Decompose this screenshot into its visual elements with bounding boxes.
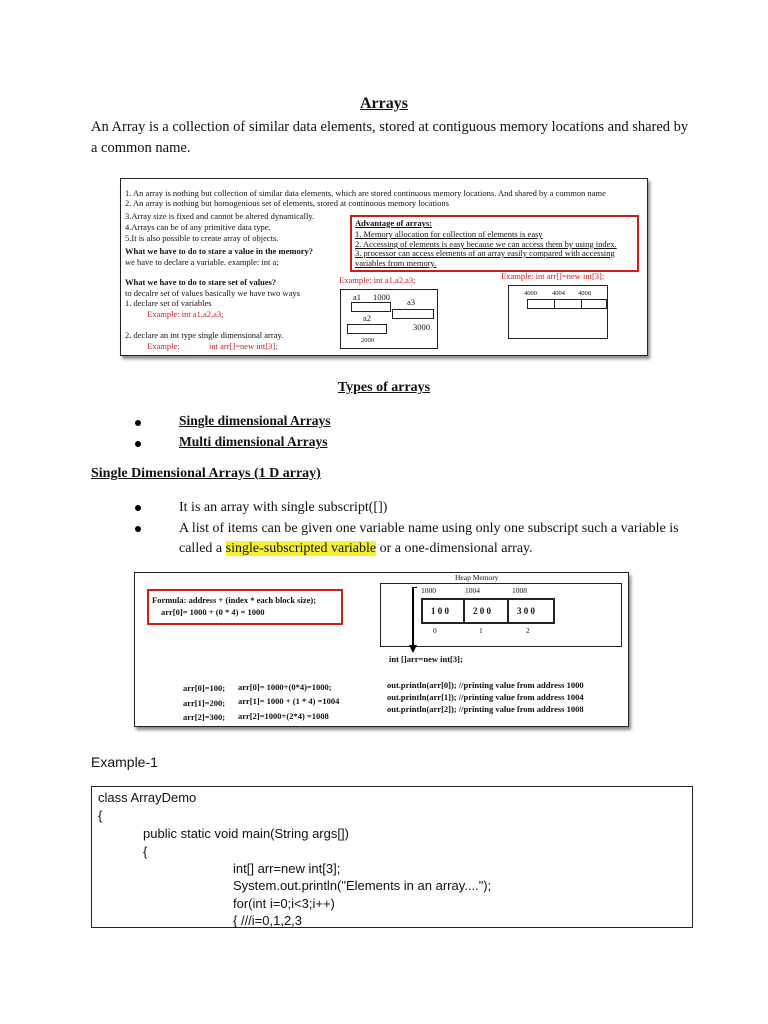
list-item — [133, 413, 331, 434]
formula-example: arr[0]= 1000 + (0 * 4) = 1000 — [161, 607, 265, 617]
bullet-icon — [135, 505, 141, 511]
code-line: for(int i=0;i<3;i++) — [233, 896, 335, 911]
code-line: { ///i=0,1,2,3 — [233, 913, 303, 928]
example-label: Example-1 — [91, 754, 158, 770]
heap-cell-2 — [507, 598, 555, 624]
bullet-2-text: A list of items can be given one variable name using only one subscript such a variable is called a — [179, 521, 679, 556]
fig1-question-2: What we have to do to stare set of values? — [125, 277, 277, 287]
var-a2-label: a2 — [363, 313, 372, 323]
intro-paragraph: An Array is a collection of similar data elements, stored at contiguous memory locations and shared by a common name. — [91, 119, 689, 156]
heap-address-1: 1004 — [465, 586, 480, 595]
types-list — [133, 413, 331, 455]
var-a1-label: a1 — [353, 292, 362, 302]
figure-array-basics — [120, 178, 648, 356]
fig1-example-1: Example: int a1,a2,a3; — [147, 309, 224, 319]
bullet-icon — [135, 441, 141, 447]
bullet-icon — [135, 526, 141, 532]
heap-value-1: 2 0 0 — [473, 606, 491, 616]
array-memory-box — [508, 285, 608, 339]
println-0: out.println(arr[0]); //printing value from address 1000 — [387, 680, 584, 690]
assign-2: arr[2]=300; — [183, 712, 226, 722]
code-line: int[] arr=new int[3]; — [233, 861, 341, 876]
fig1-line-5: 5.It is also possible to create array of objects. — [125, 233, 279, 243]
println-1: out.println(arr[1]); //printing value from address 1004 — [387, 692, 584, 702]
var-a3-cell — [392, 309, 434, 319]
var-a2-address: 2000 — [361, 337, 374, 344]
bullet-icon — [135, 420, 141, 426]
assign-0: arr[0]=100; — [183, 683, 226, 693]
type-single: Single dimensional Arrays — [179, 413, 331, 428]
println-2: out.println(arr[2]); //printing value from address 1008 — [387, 704, 584, 714]
code-line: { — [98, 808, 103, 823]
code-line: public static void main(String args[]) — [143, 826, 349, 841]
array-address-0: 4000 — [524, 290, 537, 297]
fig1-q2-line-2: 1. declare set of variables — [125, 298, 212, 308]
heap-cell-1 — [463, 598, 509, 624]
definition-list — [133, 498, 693, 560]
heap-index-2: 2 — [526, 626, 530, 635]
calc-2: arr[2]=1000+(2*4) =1008 — [238, 711, 329, 721]
fig1-question-1: What we have to do to stare a value in the memory? — [125, 246, 314, 256]
heap-address-2: 1008 — [512, 586, 527, 595]
var-a1-address: 1000 — [373, 292, 390, 302]
var-a1-cell — [351, 302, 391, 312]
fig1-line-2: 2. An array is nothing but homogenious set of elements, stored at continuous memory locations — [125, 198, 449, 208]
array-cell-1 — [554, 299, 582, 309]
variables-memory-box — [340, 289, 438, 349]
type-multi: Multi dimensional Arrays — [179, 434, 328, 449]
list-item — [133, 498, 693, 518]
list-item — [133, 434, 331, 455]
fig1-line-1: 1. An array is nothing but collection of similar data elements, which are stored continuous memory locations. And shared by a common name — [125, 188, 606, 198]
array-address-2: 4008 — [578, 290, 591, 297]
advantage-2: 2. Accessing of elements is easy because we can access them by using index. — [355, 239, 617, 249]
array-cell-0 — [527, 299, 555, 309]
advantage-1: 1. Memory allocation for collection of elements is easy — [355, 229, 543, 239]
fig1-q2-line-1: to decalre set of values basically we have two ways — [125, 288, 300, 298]
heap-address-0: 1000 — [421, 586, 436, 595]
heap-index-0: 0 — [433, 626, 437, 635]
array-cell-2 — [581, 299, 607, 309]
figure-memory-layout — [134, 572, 629, 727]
fig1-declare-2: 2. declare an int type single dimensional array. — [125, 330, 284, 340]
formula-title: Formula: address + (index * each block size); — [152, 595, 317, 605]
fig1-line-3: 3.Array size is fixed and cannot be altered dynamically. — [125, 211, 315, 221]
list-item — [133, 519, 693, 559]
var-a2-cell — [347, 324, 387, 334]
bullet-1-text: It is an array with single subscript([]) — [179, 500, 388, 515]
types-heading: Types of arrays — [337, 380, 431, 395]
formula-box — [147, 589, 343, 625]
heap-value-0: 1 0 0 — [431, 606, 449, 616]
code-line: System.out.println("Elements in an array...."); — [233, 878, 492, 893]
advantages-box — [350, 215, 639, 272]
calc-1: arr[1]= 1000 + (1 * 4) =1004 — [238, 696, 340, 706]
heap-value-2: 3 0 0 — [517, 606, 535, 616]
code-line: class ArrayDemo — [98, 790, 197, 805]
sub-heading: Single Dimensional Arrays (1 D array) — [91, 466, 321, 481]
highlighted-term: single-subscripted variable — [225, 541, 377, 556]
reference-arrow — [405, 587, 435, 657]
heap-index-1: 1 — [479, 626, 483, 635]
var-a3-label: a3 — [407, 297, 416, 307]
page-title: Arrays — [360, 95, 408, 112]
calc-0: arr[0]= 1000+(0*4)=1000; — [238, 682, 332, 692]
middle-example: Example: int a1,a2,a3; — [339, 275, 416, 285]
heap-title: Heap Memory — [455, 573, 499, 582]
array-address-1: 4004 — [552, 290, 565, 297]
array-declaration: int []arr=new int[3]; — [389, 654, 463, 664]
fig1-line-4: 4.Arrays can be of any primitive data type. — [125, 222, 271, 232]
bullet-2-text-end: or a one-dimensional array. — [376, 541, 533, 556]
advantage-3: 3. processor can access elements of an array easily compared with accessing variables from memory. — [355, 248, 615, 268]
advantages-title: Advantage of arrays: — [355, 218, 432, 228]
var-a3-address: 3000 — [413, 322, 430, 332]
fig1-answer-1: we have to declare a variable. example: int a; — [125, 257, 279, 267]
code-line: { — [143, 844, 148, 859]
assign-1: arr[1]=200; — [183, 698, 226, 708]
code-block — [91, 786, 693, 928]
fig1-example-2-code: int arr[]=new int[3]; — [209, 341, 278, 351]
right-example: Example: int arr[]=new int[3]; — [501, 271, 605, 281]
fig1-example-2-label: Example: — [147, 341, 180, 351]
